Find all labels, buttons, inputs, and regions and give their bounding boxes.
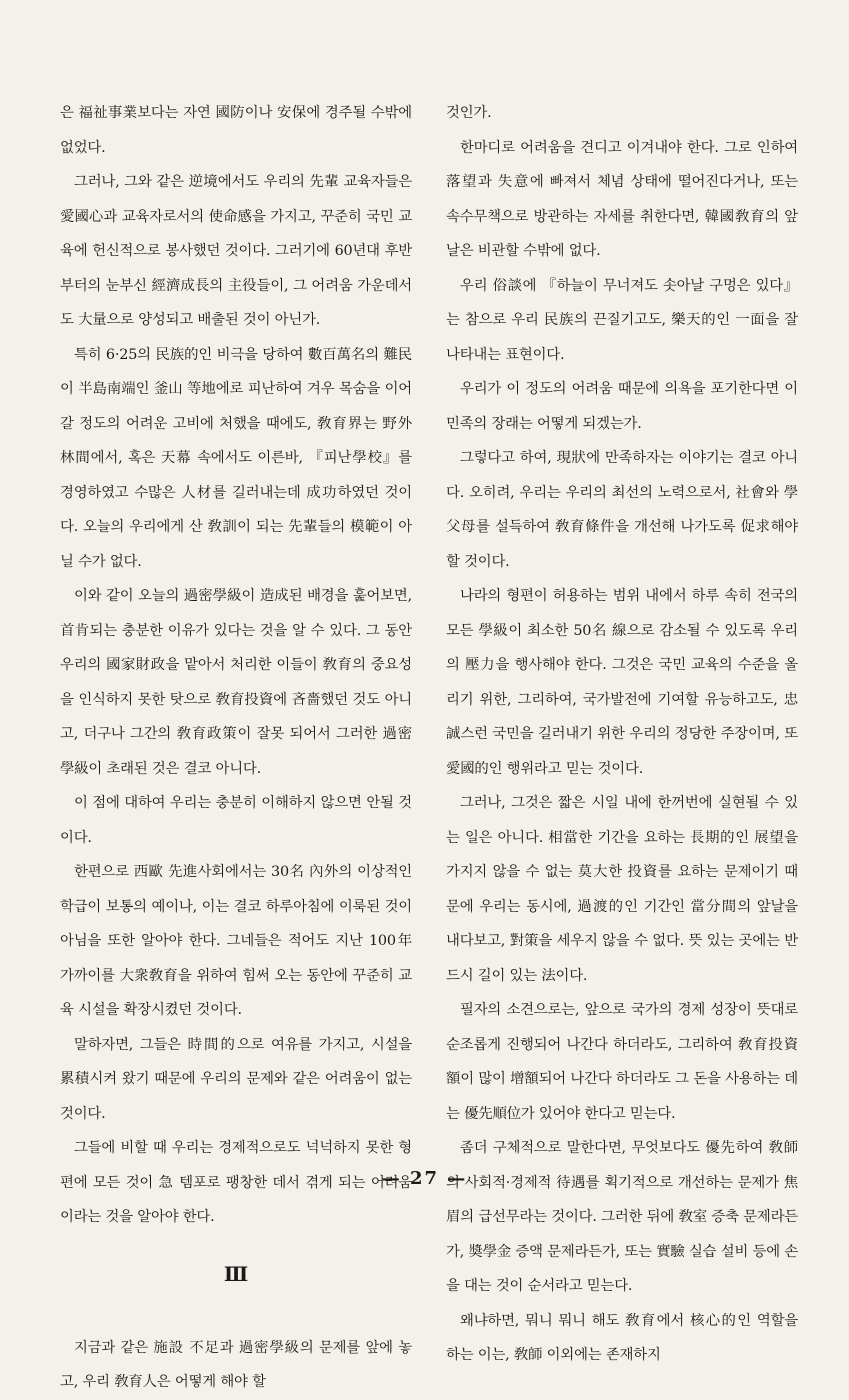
paragraph: 우리 俗談에 『하늘이 무너져도 솟아날 구멍은 있다』는 참으로 우리 民族의 끈질기고도, 樂天的인 一面을 잘 나타내는 표현이다. <box>446 277 798 363</box>
paragraph: 필자의 소견으로는, 앞으로 국가의 경제 성장이 뜻대로 순조롭게 진행되어 나간다 하더라도, 그리하여 敎育投資額이 많이 增額되어 나간다 하더라도 그 돈을 사용하는 데는 優先順位가 있어야 한다고 믿는다. <box>446 1002 798 1122</box>
paragraph: 우리가 이 정도의 어려움 때문에 의욕을 포기한다면 이 민족의 장래는 어떻게 되겠는가. <box>446 381 798 432</box>
page-number: — 27 — <box>381 1168 468 1189</box>
paragraph: 좀더 구체적으로 말한다면, 무엇보다도 優先하여 敎師의 사회적·경제적 待遇를 획기적으로 개선하는 문제가 焦眉의 급선무라는 것이다. 그러한 뒤에 敎室 증축 문제라든가, 奬學金 증액 문제라든가, 또는 實驗 실습 설비 등에 손을 대는 것이 순서라고 믿는다. <box>446 1140 798 1294</box>
paragraph: 한마디로 어려움을 견디고 이겨내야 한다. 그로 인하여 落望과 失意에 빠져서 체념 상태에 떨어진다거나, 또는 속수무책으로 방관하는 자세를 취한다면, 韓國敎育의 앞날은 비관할 수밖에 없다. <box>446 139 798 259</box>
paragraph: 한편으로 西歐 先進사회에서는 30名 內外의 이상적인 학급이 보통의 예이나, 이는 결코 하루아침에 이룩된 것이 아님을 또한 알아야 한다. 그네들은 적어도 지난 100年 가까이를 大衆敎育을 위하여 힘써 오는 동안에 꾸준히 교육 시설을 확장시켰던 것이다. <box>60 864 412 1018</box>
paragraph: 그러나, 그와 같은 逆境에서도 우리의 先輩 교육자들은 愛國心과 교육자로서의 使命感을 가지고, 꾸준히 국민 교육에 헌신적으로 봉사했던 것이다. 그러기에 60년대 후반부터의 눈부신 經濟成長의 主役들이, 그 어려움 가운데서도 大量으로 양성되고 배출된 것이 아닌가. <box>60 174 412 328</box>
paragraph: 그렇다고 하여, 現狀에 만족하자는 이야기는 결코 아니다. 오히려, 우리는 우리의 최선의 노력으로서, 社會와 學父母를 설득하여 敎育條件을 개선해 나가도록 促求해야 할 것이다. <box>446 450 798 570</box>
paragraph: 은 福祉事業보다는 자연 國防이나 安保에 경주될 수밖에 없었다. <box>60 105 412 156</box>
paragraph: 것인가. <box>446 105 492 121</box>
paragraph: 왜냐하면, 뭐니 뭐니 해도 敎育에서 核心的인 역할을 하는 이는, 敎師 이외에는 존재하지 <box>446 1312 798 1363</box>
paragraph: 지금과 같은 施設 不足과 過密學級의 문제를 앞에 놓고, 우리 敎育人은 어떻게 해야 할 <box>60 1339 412 1390</box>
paragraph: 이와 같이 오늘의 過密學級이 造成된 배경을 훑어보면, 首肯되는 충분한 이유가 있다는 것을 알 수 있다. 그 동안 우리의 國家財政을 맡아서 처리한 이들이 敎育의 중요성을 인식하지 못한 탓으로 敎育投資에 吝嗇했던 것도 아니고, 더구나 그간의 敎育政策이 잘못 되어서 그러한 過密學級이 초래된 것은 결코 아니다. <box>60 588 412 777</box>
left-column <box>60 96 412 1400</box>
paragraph: 그러나, 그것은 짧은 시일 내에 한꺼번에 실현될 수 있는 일은 아니다. 相當한 기간을 요하는 長期的인 展望을 가지지 않을 수 없는 莫大한 投資를 요하는 문제이기 때문에 우리는 동시에, 過渡的인 기간인 當分間의 앞날을 내다보고, 對策을 세우지 않을 수 없다. 뜻 있는 곳에는 반드시 길이 있는 法이다. <box>446 795 798 984</box>
paragraph: 특히 6·25의 民族的인 비극을 당하여 數百萬名의 難民이 半島南端인 釜山 等地에로 피난하여 겨우 목숨을 이어갈 정도의 어려운 고비에 처했을 때에도, 敎育界는 野外林間에서, 혹은 天幕 속에서도 이른바, 『피난學校』를 경영하였고 수많은 人材를 길러내는데 成功하였던 것이다. 오늘의 우리에게 산 敎訓이 되는 先輩들의 模範이 아닐 수가 없다. <box>60 346 412 570</box>
paragraph: 말하자면, 그들은 時間的으로 여유를 가지고, 시설을 累積시켜 왔기 때문에 우리의 문제와 같은 어려움이 없는 것이다. <box>60 1036 412 1122</box>
paragraph: 나라의 형편이 허용하는 범위 내에서 하루 속히 전국의 모든 學級이 최소한 50名 線으로 감소될 수 있도록 우리의 壓力을 행사해야 한다. 그것은 국민 교육의 수준을 올리기 위한, 그리하여, 국가발전에 기여할 유능하고도, 忠誠스런 국민을 길러내기 위한 우리의 정당한 주장이며, 또 愛國的인 행위라고 믿는 것이다. <box>446 588 798 777</box>
paragraph: 이 점에 대하여 우리는 충분히 이해하지 않으면 안될 것이다. <box>60 795 412 846</box>
paragraph: 그들에 비할 때 우리는 경제적으로도 넉넉하지 못한 형편에 모든 것이 急 템포로 팽창한 데서 겪게 되는 어려움이라는 것을 알아야 한다. <box>60 1140 412 1225</box>
section-heading: Ⅲ <box>223 1261 249 1286</box>
